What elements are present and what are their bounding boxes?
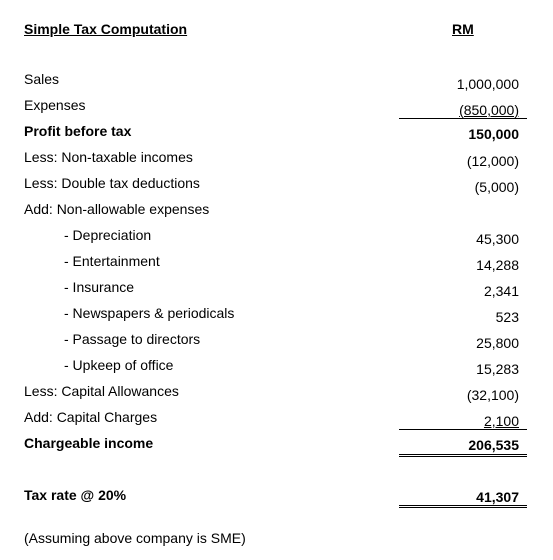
currency-header: RM	[452, 21, 474, 37]
footnote: (Assuming above company is SME)	[24, 530, 246, 546]
chargeable-income-double-rule	[399, 454, 527, 457]
page-title: Simple Tax Computation	[24, 21, 188, 37]
row-label-expenses: Expenses	[24, 97, 86, 113]
row-value-expenses: (850,000)	[459, 102, 519, 118]
row-value-upkeep-of-office: 15,283	[476, 361, 519, 377]
row-label-passage-to-directors: - Passage to directors	[64, 331, 201, 347]
tax-amount-double-rule	[399, 505, 527, 508]
row-label-upkeep-of-office: - Upkeep of office	[64, 357, 174, 373]
tax-amount: 41,307	[476, 489, 519, 505]
row-label-non-taxable-incomes: Less: Non-taxable incomes	[24, 149, 193, 165]
row-value-capital-charges: 2,100	[483, 413, 519, 429]
subtotal-rule	[399, 118, 527, 119]
row-value-non-taxable-incomes: (12,000)	[466, 153, 519, 169]
row-label-profit-before-tax: Profit before tax	[24, 123, 132, 139]
row-value-newspapers-periodicals: 523	[495, 309, 519, 325]
row-value-profit-before-tax: 150,000	[468, 126, 519, 142]
row-label-sales: Sales	[24, 71, 60, 87]
row-value-double-tax-deductions: (5,000)	[474, 179, 519, 195]
row-label-newspapers-periodicals: - Newspapers & periodicals	[64, 305, 235, 321]
row-label-chargeable-income: Chargeable income	[24, 435, 154, 451]
row-label-non-allowable-expenses: Add: Non-allowable expenses	[24, 201, 210, 217]
row-value-entertainment: 14,288	[476, 257, 519, 273]
row-value-sales: 1,000,000	[456, 76, 519, 92]
tax-rate-label: Tax rate @ 20%	[24, 487, 127, 503]
row-label-double-tax-deductions: Less: Double tax deductions	[24, 175, 200, 191]
row-value-chargeable-income: 206,535	[468, 437, 519, 453]
row-value-insurance: 2,341	[483, 283, 519, 299]
row-label-capital-allowances: Less: Capital Allowances	[24, 383, 179, 399]
row-label-capital-charges: Add: Capital Charges	[24, 409, 158, 425]
total-rule	[399, 429, 527, 430]
row-label-insurance: - Insurance	[64, 279, 135, 295]
row-value-capital-allowances: (32,100)	[466, 387, 519, 403]
row-label-entertainment: - Entertainment	[64, 253, 160, 269]
row-label-depreciation: - Depreciation	[64, 227, 152, 243]
row-value-passage-to-directors: 25,800	[476, 335, 519, 351]
row-value-depreciation: 45,300	[476, 231, 519, 247]
